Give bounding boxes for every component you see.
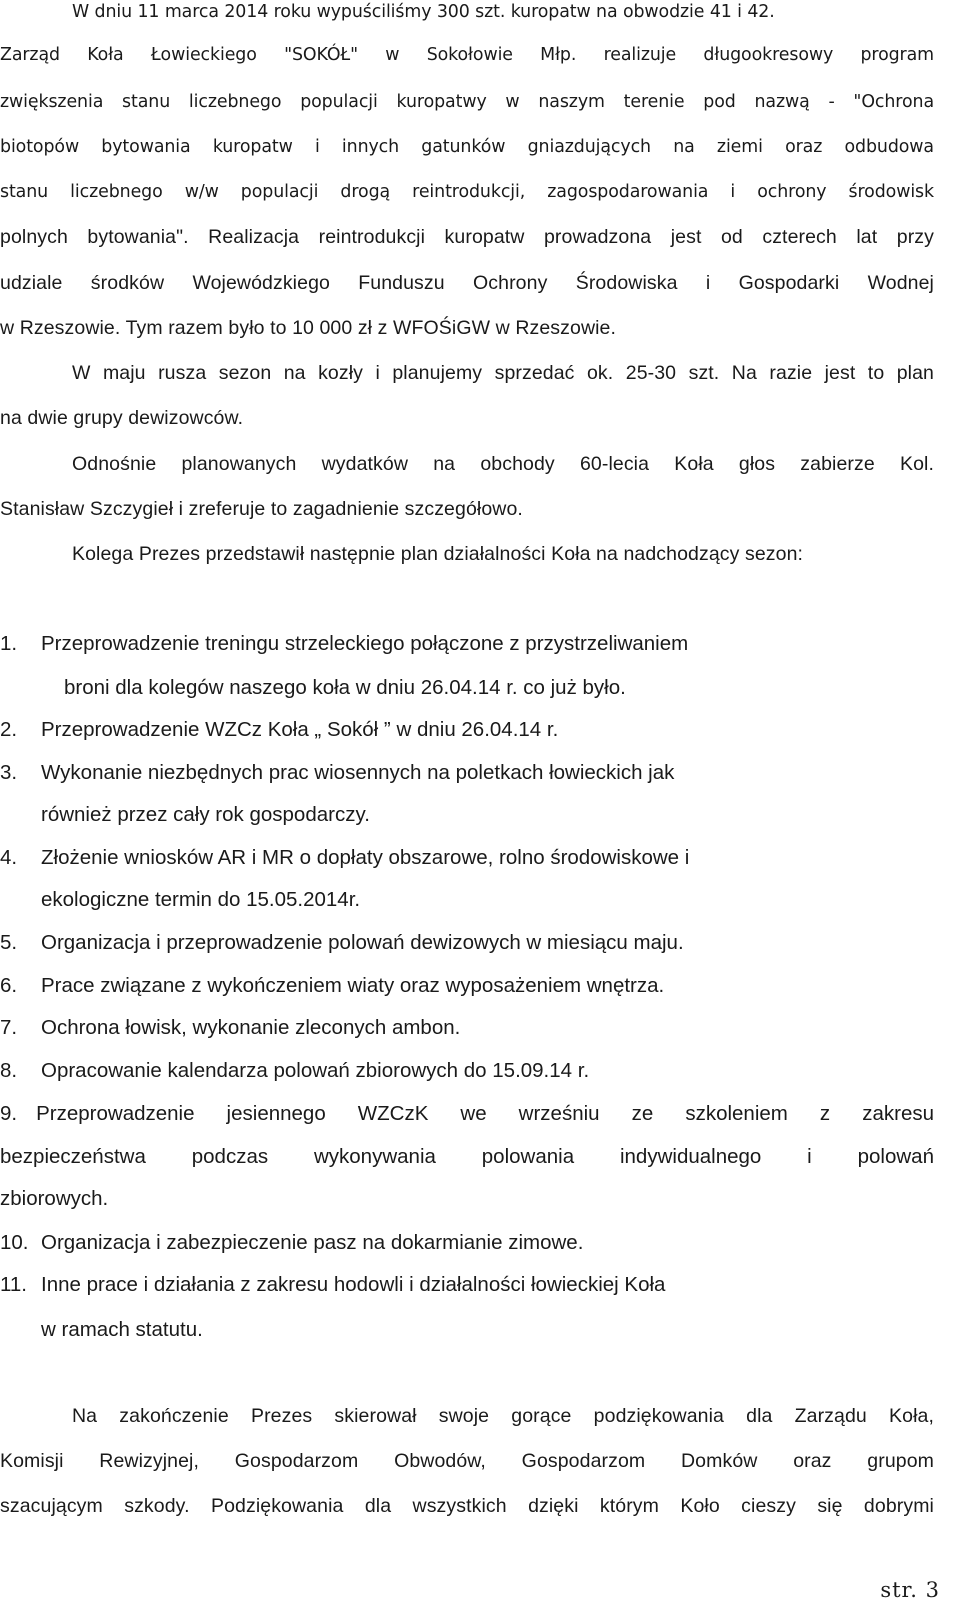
list-item-continuation: również przez cały rok gospodarczy.	[41, 803, 370, 826]
list-number: 6.	[0, 974, 18, 997]
list-number: 4.	[0, 846, 18, 869]
paragraph-line: biotopów bytowania kuropatw i innych gatunków gniazdujących na ziemi oraz odbudowa	[0, 137, 934, 157]
list-item-text: Organizacja i przeprowadzenie polowań dewizowych w miesiącu maju.	[41, 931, 684, 954]
list-number: 5.	[0, 931, 18, 954]
page-number: str. 3	[880, 1578, 940, 1602]
paragraph-line: na dwie grupy dewizowców.	[0, 407, 244, 429]
list-number: 10.	[0, 1231, 29, 1254]
list-item-text: Przeprowadzenie jesiennego WZCzK we wrześniu ze szkoleniem z zakresu	[36, 1102, 934, 1125]
list-item	[0, 931, 684, 955]
paragraph-line: szacującym szkody. Podziękowania dla wszystkich dzięki którym Koło cieszy się dobrymi	[0, 1495, 934, 1517]
list-item-text: Inne prace i działania z zakresu hodowli i działalności łowieckiej Koła	[41, 1273, 666, 1296]
list-item	[0, 1231, 583, 1255]
list-item-text: Przeprowadzenie WZCz Koła „ Sokół ” w dniu 26.04.14 r.	[41, 718, 559, 741]
list-item-continuation: bezpieczeństwa podczas wykonywania polowania indywidualnego i polowań	[0, 1145, 934, 1168]
paragraph-line: w Rzeszowie. Tym razem było to 10 000 zł z WFOŚiGW w Rzeszowie.	[0, 317, 617, 339]
list-item	[0, 1273, 665, 1297]
paragraph-line: Zarząd Koła Łowieckiego "SOKÓŁ" w Sokołowie Młp. realizuje długookresowy program	[0, 45, 934, 65]
list-item	[0, 761, 674, 785]
list-number: 11.	[0, 1273, 27, 1296]
list-item	[0, 632, 688, 656]
paragraph-line: Kolega Prezes przedstawił następnie plan działalności Koła na nadchodzący sezon:	[72, 543, 804, 565]
paragraph-line: zwiększenia stanu liczebnego populacji kuropatwy w naszym terenie pod nazwą - "Ochrona	[0, 92, 934, 112]
paragraph-line: W dniu 11 marca 2014 roku wypuściliśmy 300 szt. kuropatw na obwodzie 41 i 42.	[72, 2, 775, 22]
list-item-text: Złożenie wniosków AR i MR o dopłaty obszarowe, rolno środowiskowe i	[41, 846, 690, 869]
list-item-text: Organizacja i zabezpieczenie pasz na dokarmianie zimowe.	[41, 1231, 584, 1254]
paragraph-line: Komisji Rewizyjnej, Gospodarzom Obwodów, Gospodarzom Domków oraz grupom	[0, 1450, 934, 1472]
list-item-continuation: broni dla kolegów naszego koła w dniu 26.04.14 r. co już było.	[64, 676, 626, 699]
list-number: 3.	[0, 761, 18, 784]
list-item	[0, 1102, 934, 1126]
paragraph-line: W maju rusza sezon na kozły i planujemy sprzedać ok. 25-30 szt. Na razie jest to plan	[72, 362, 934, 384]
paragraph-line: udziale środków Wojewódzkiego Funduszu Ochrony Środowiska i Gospodarki Wodnej	[0, 272, 934, 294]
paragraph-line: stanu liczebnego w/w populacji drogą reintrodukcji, zagospodarowania i ochrony środowisk	[0, 182, 934, 202]
list-item-text: Ochrona łowisk, wykonanie zleconych ambon.	[41, 1016, 461, 1039]
list-item-continuation: w ramach statutu.	[41, 1318, 203, 1341]
paragraph-line: polnych bytowania". Realizacja reintrodukcji kuropatw prowadzona jest od czterech lat przy	[0, 226, 934, 248]
paragraph-line: Odnośnie planowanych wydatków na obchody 60-lecia Koła głos zabierze Kol.	[72, 453, 934, 475]
list-item	[0, 974, 664, 998]
list-item-text: Wykonanie niezbędnych prac wiosennych na poletkach łowieckich jak	[41, 761, 675, 784]
list-item-continuation: zbiorowych.	[0, 1187, 109, 1210]
list-item	[0, 1059, 589, 1083]
list-number: 8.	[0, 1059, 18, 1082]
paragraph-line: Stanisław Szczygieł i zreferuje to zagadnienie szczegółowo.	[0, 498, 523, 520]
list-item	[0, 718, 558, 742]
list-item-text: Prace związane z wykończeniem wiaty oraz wyposażeniem wnętrza.	[41, 974, 665, 997]
list-number: 9.	[0, 1102, 18, 1125]
list-item-continuation: ekologiczne termin do 15.05.2014r.	[41, 888, 361, 911]
list-number: 1.	[0, 632, 18, 655]
list-item-text: Opracowanie kalendarza polowań zbiorowych do 15.09.14 r.	[41, 1059, 590, 1082]
list-item-text: Przeprowadzenie treningu strzeleckiego połączone z przystrzeliwaniem	[41, 632, 689, 655]
list-number: 7.	[0, 1016, 18, 1039]
list-item	[0, 846, 689, 870]
paragraph-line: Na zakończenie Prezes skierował swoje gorące podziękowania dla Zarządu Koła,	[72, 1405, 934, 1427]
list-number: 2.	[0, 718, 18, 741]
list-item	[0, 1016, 460, 1040]
